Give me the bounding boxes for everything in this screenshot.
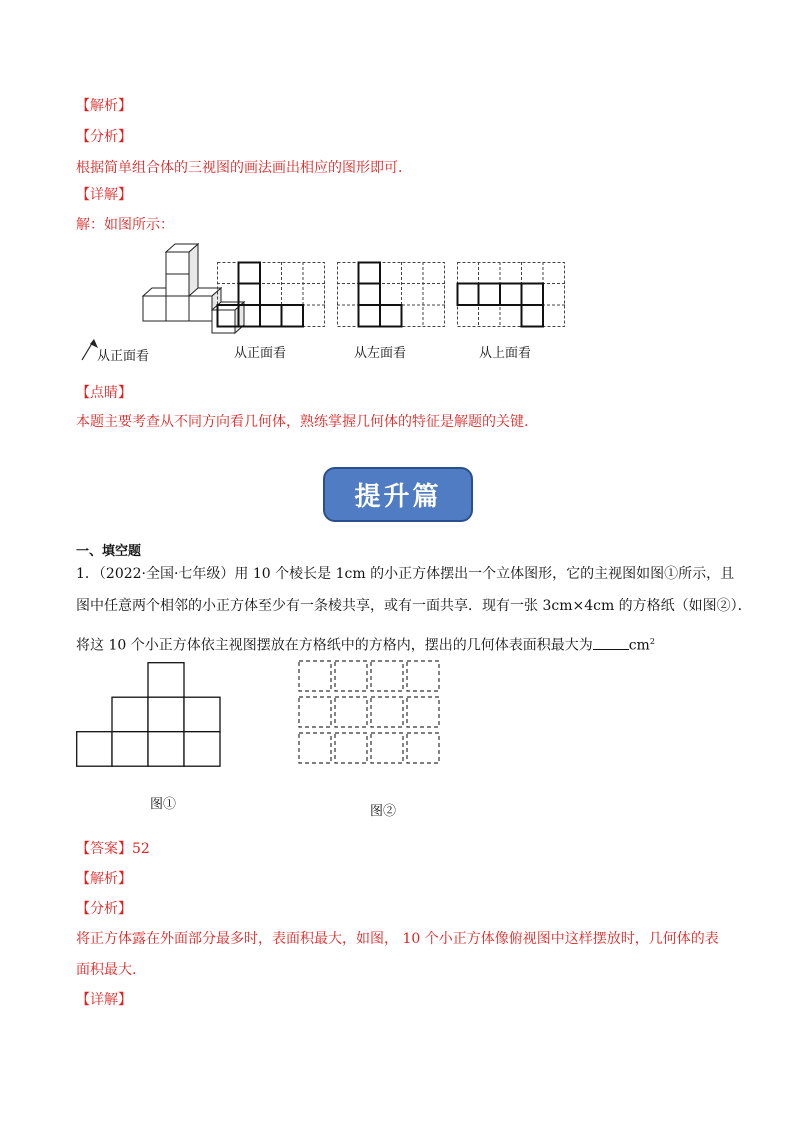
unit-cm: cm [628,637,650,654]
dianjing-text: 本题主要考查从不同方向看几何体，熟练掌握几何体的特征是解题的关键. [76,414,529,430]
question-line-3 [76,633,655,655]
section-banner: 提升篇 [323,467,473,522]
jiexi-label: 【解析】 [76,98,132,114]
question-line-1: 1．（2022·全国·七年级）用 10 个棱长是 1cm 的小正方体摆出一个立体图形，它的主视图如图①所示，且 [76,566,735,582]
jiexi-label-2: 【解析】 [76,871,132,887]
answer-label: 【答案】 [76,841,132,857]
figure-1-caption: 图① [150,797,177,812]
answer-line [76,840,150,858]
question-line-3-text: 将这 10 个小正方体依主视图摆放在方格纸中的方格内，摆出的几何体表面积最大为 [76,637,593,654]
analysis-text: 根据简单组合体的三视图的画法画出相应的图形即可. [76,160,403,176]
fenxi-label-2: 【分析】 [76,901,132,917]
answer-blank [593,636,629,650]
caption-left-view: 从左面看 [354,346,407,361]
dianjing-label: 【点睛】 [76,385,132,401]
figure-1-front-view [76,662,222,768]
answer-value: 52 [132,841,150,857]
figure-2-caption: 图② [370,804,397,819]
xiangjie-label: 【详解】 [76,187,132,203]
front-view-grid [217,262,325,328]
top-view-grid [457,262,565,328]
caption-top-view: 从上面看 [479,346,532,361]
analysis-line-2: 面积最大. [76,962,137,978]
unit-exponent: 2 [649,637,655,646]
question-line-2: 图中任意两个相邻的小正方体至少有一条棱共享，或有一面共享．现有一张 3cm×4cm 的方格纸（如图②）． [76,598,752,614]
section-heading: 一、填空题 [76,544,142,559]
fenxi-label: 【分析】 [76,129,132,145]
left-view-grid [337,262,445,328]
xiangjie-label-2: 【详解】 [76,992,132,1008]
caption-front-view: 从正面看 [234,346,287,361]
figure-2-grid-paper [298,660,440,768]
analysis-line-1: 将正方体露在外面部分最多时，表面积最大，如图， 10 个小正方体像俯视图中这样摆放时，几何体的表 [76,931,719,947]
solution-intro: 解：如图所示： [76,217,174,233]
caption-front-3d: 从正面看 [97,349,150,364]
